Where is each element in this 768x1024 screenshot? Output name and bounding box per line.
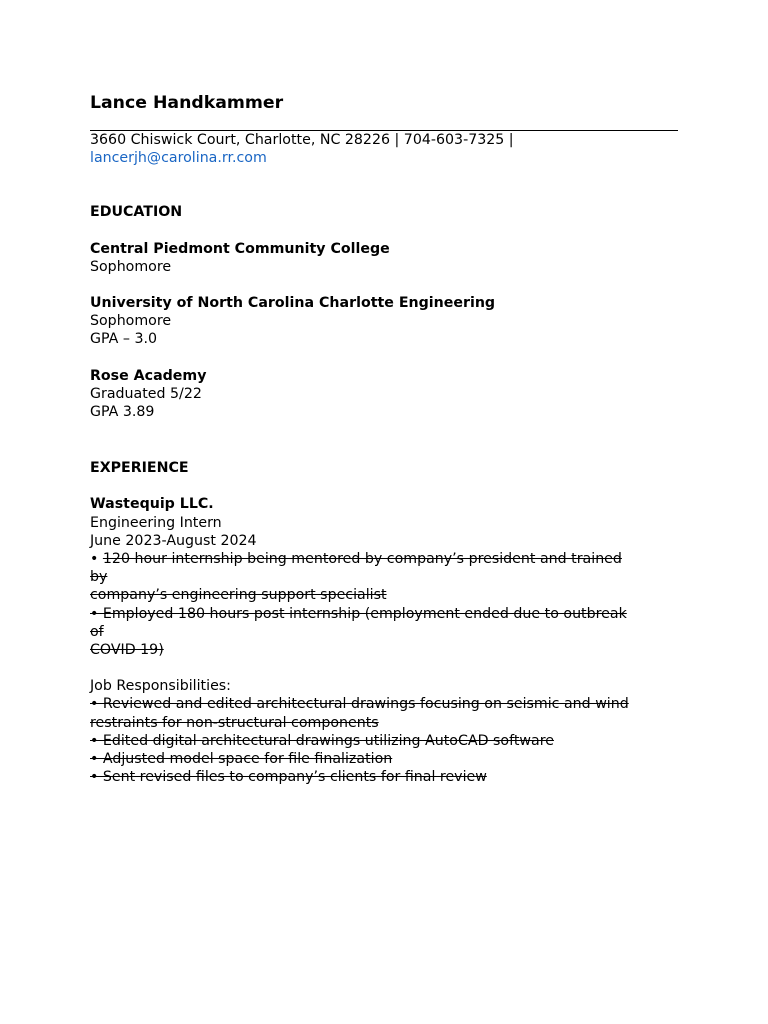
responsibilities-list — [90, 695, 678, 786]
summary-bullet — [90, 605, 666, 660]
resume-page — [90, 92, 678, 786]
job-title: Engineering Intern — [90, 514, 222, 531]
bullet-text: of — [90, 623, 104, 640]
education-entry — [90, 367, 678, 422]
responsibilities-heading: Job Responsibilities: — [90, 678, 231, 695]
school-name: Central Piedmont Community College — [90, 240, 390, 257]
experience-heading: EXPERIENCE — [90, 460, 189, 477]
education-detail: GPA – 3.0 — [90, 331, 158, 348]
experience-entry — [90, 495, 678, 786]
bullet-marker: • — [90, 551, 103, 568]
employment-dates: June 2023-August 2024 — [90, 532, 257, 549]
bullet-text: COVID 19) — [90, 642, 164, 659]
education-entry — [90, 294, 678, 349]
candidate-name: Lance Handkammer — [90, 93, 284, 113]
responsibility-item: • Adjusted model space for file finalization — [90, 751, 393, 768]
summary-bullet — [90, 550, 666, 605]
bullet-text: • Employed 180 hours post internship (employment ended due to outbreak — [90, 605, 627, 622]
bullet-text: 120 hour internship being mentored by company’s president and trained — [102, 551, 622, 568]
responsibility-item: • Edited digital architectural drawings utilizing AutoCAD software — [90, 732, 554, 749]
responsibility-item: • Sent revised files to company’s clients for final review — [90, 769, 487, 786]
responsibility-item: • Reviewed and edited architectural drawings focusing on seismic and wind — [90, 696, 629, 713]
school-name: Rose Academy — [90, 367, 207, 384]
contact-line: 3660 Chiswick Court, Charlotte, NC 28226 | 704-603-7325 | — [90, 132, 514, 148]
education-detail: Graduated 5/22 — [90, 385, 202, 402]
bullet-text: company’s engineering support specialist — [90, 587, 387, 604]
email-link[interactable]: lancerjh@carolina.rr.com — [90, 150, 267, 167]
education-detail: GPA 3.89 — [90, 404, 155, 421]
school-name: University of North Carolina Charlotte Engineering — [90, 295, 496, 312]
education-heading: EDUCATION — [90, 204, 183, 221]
bullet-text: by — [90, 569, 108, 586]
company-name: Wastequip LLC. — [90, 496, 214, 513]
responsibility-item: restraints for non-structural components — [90, 714, 379, 731]
education-detail: Sophomore — [90, 313, 172, 330]
education-detail: Sophomore — [90, 258, 172, 275]
education-entry — [90, 240, 678, 276]
